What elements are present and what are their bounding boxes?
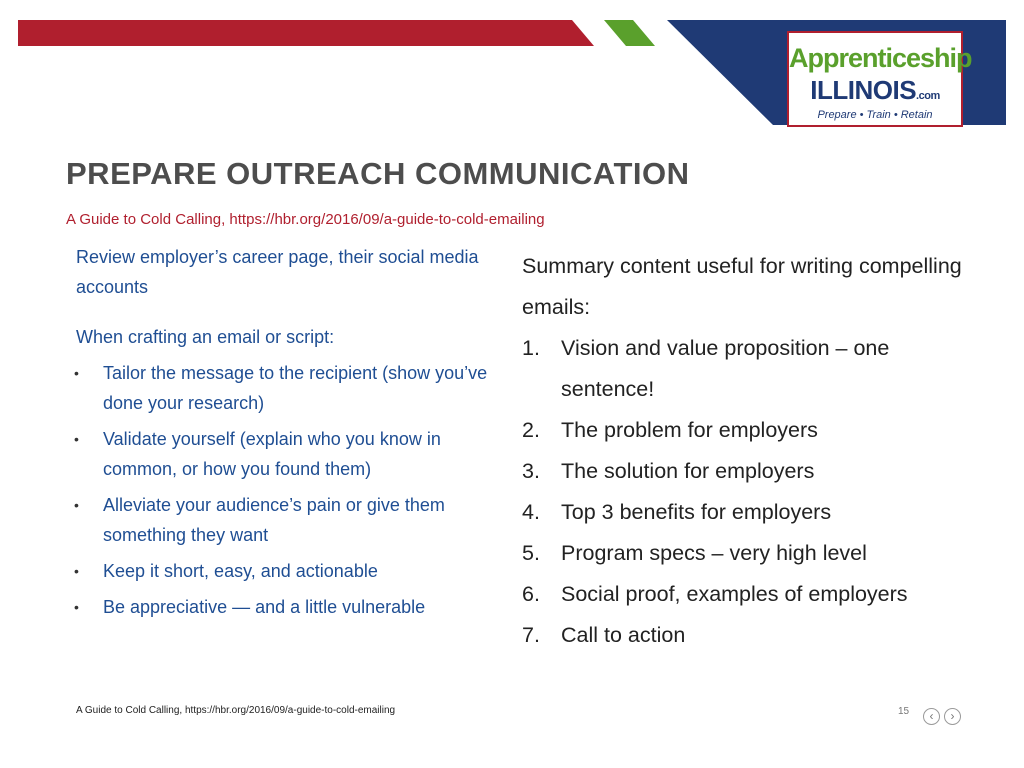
logo-line1: Apprenticeship [789,43,972,73]
list-item: 2. The problem for employers [522,418,818,442]
apprenticeship-illinois-logo [787,31,972,127]
green-stripe [604,20,655,46]
tips-list [76,358,496,622]
logo-suffix: .com [916,90,940,102]
bullet-icon: • [74,497,79,513]
list-item: • Tailor the message to the recipient (show you’ve done your research) [76,358,496,418]
red-stripe [18,20,594,46]
left-column [76,242,496,628]
list-item: • Be appreciative — and a little vulnerable [76,592,496,622]
list-item: 3. The solution for employers [522,459,815,483]
bullet-icon: • [74,563,79,579]
list-item: • Validate yourself (explain who you know in common, or how you found them) [76,424,496,484]
list-item: 7. Call to action [522,623,686,647]
list-item: • Alleviate your audience’s pain or give them something they want [76,490,496,550]
list-item: 1. Vision and value proposition – one sentence! [522,336,890,401]
next-slide-icon[interactable]: › [944,708,961,725]
list-item: 6. Social proof, examples of employers [522,582,908,606]
logo-line2 [789,75,961,106]
logo-illinois: ILLINOIS [810,75,917,105]
list-item: 4. Top 3 benefits for employers [522,500,832,524]
page-number: 15 [898,706,910,717]
previous-slide-icon[interactable]: ‹ [923,708,940,725]
slide-subtitle: A Guide to Cold Calling, https://hbr.org/2016/09/a-guide-to-cold-emailing [66,211,545,228]
bullet-icon: • [74,599,79,615]
list-item: 5. Program specs – very high level [522,541,867,565]
left-paragraph-1: Review employer’s career page, their social media accounts [76,247,479,297]
footer-source: A Guide to Cold Calling, https://hbr.org/2016/09/a-guide-to-cold-emailing [76,705,396,716]
summary-intro: Summary content useful for writing compelling emails: [522,254,962,319]
logo-tagline: Prepare • Train • Retain [817,109,933,121]
right-column [522,246,982,656]
left-paragraph-2: When crafting an email or script: [76,327,335,347]
slide-title: PREPARE OUTREACH COMMUNICATION [66,156,690,191]
summary-list [522,328,982,656]
bullet-icon: • [74,365,79,381]
bullet-icon: • [74,431,79,447]
list-item: • Keep it short, easy, and actionable [76,556,496,586]
